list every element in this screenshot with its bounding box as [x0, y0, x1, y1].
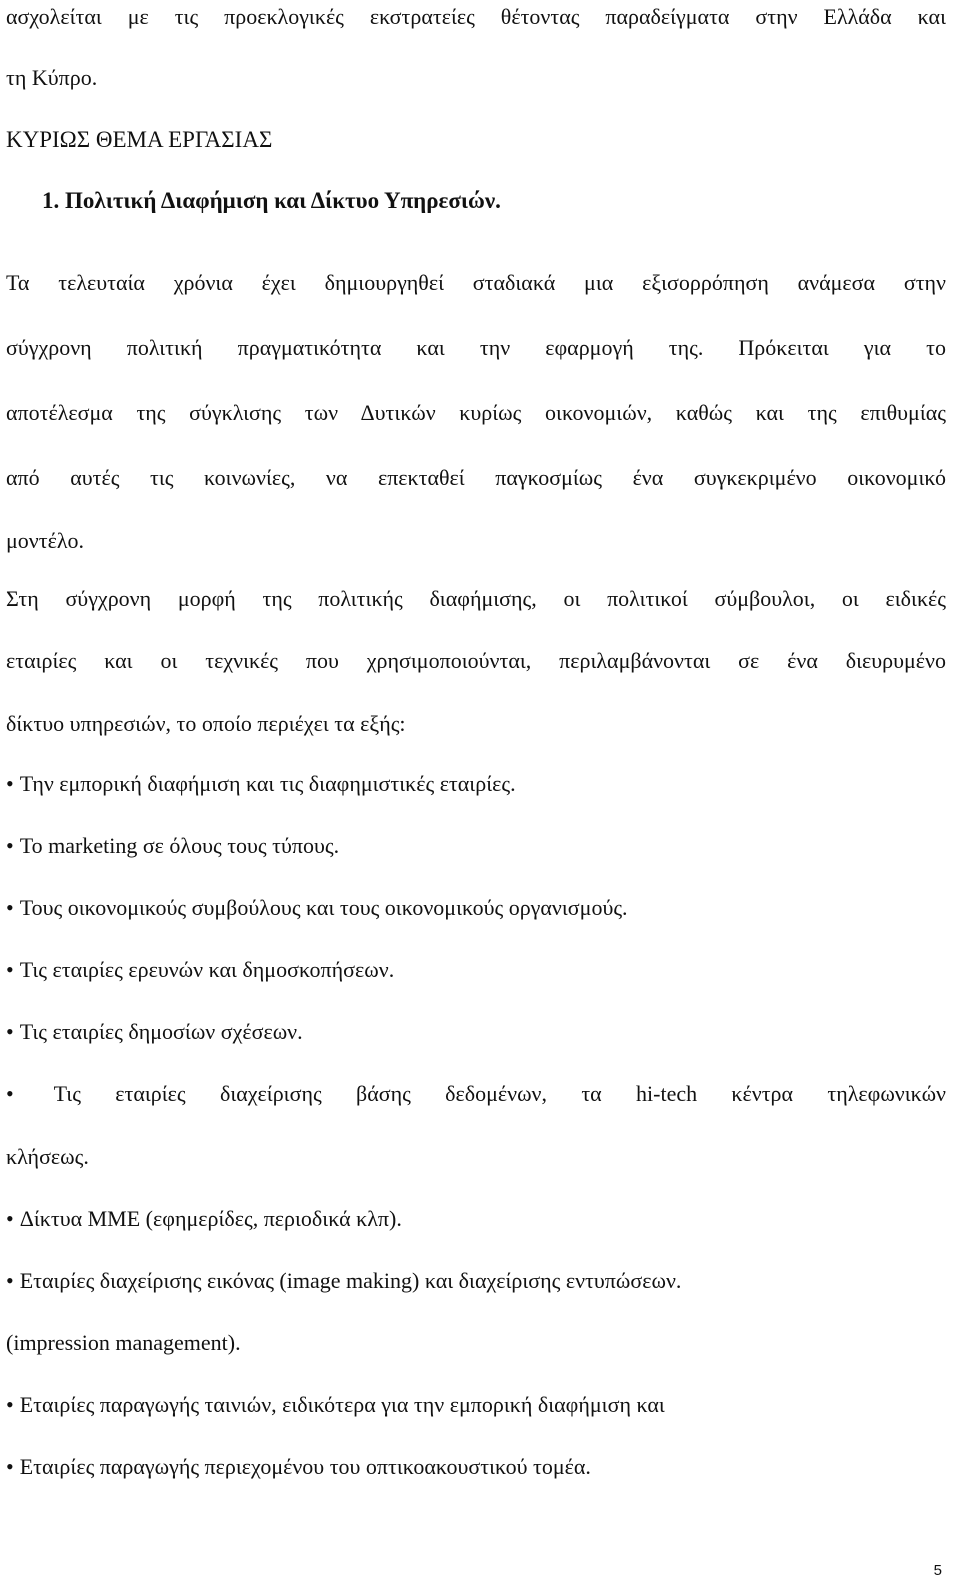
list-item	[6, 1079, 946, 1109]
paragraph-line: αποτέλεσμα της σύγκλισης των Δυτικών κυρίως οικονομιών, καθώς και της επιθυμίας	[6, 400, 946, 425]
bullet-icon: •	[6, 771, 14, 796]
list-item-text: Εταιρίες παραγωγής ταινιών, ειδικότερα για την εμπορική διαφήμιση και	[19, 1392, 665, 1417]
list-item-text: Εταιρίες παραγωγής περιεχομένου του οπτικοακουστικού τομέα.	[19, 1454, 591, 1479]
list-item-continuation: κλήσεως.	[6, 1144, 89, 1169]
paragraph-line: εταιρίες και οι τεχνικές που χρησιμοποιούνται, περιλαμβάνονται σε ένα διευρυμένο	[6, 648, 946, 673]
page-number: 5	[933, 1562, 942, 1579]
bullet-icon: •	[6, 1206, 14, 1231]
bullet-icon: •	[6, 895, 14, 920]
list-item	[6, 955, 394, 985]
list-item-text: Τους οικονομικούς συμβούλους και τους οικονομικούς οργανισμούς.	[19, 895, 628, 920]
list-item	[6, 1266, 681, 1296]
paragraph-line: δίκτυο υπηρεσιών, το οποίο περιέχει τα εξής:	[6, 711, 406, 736]
bullet-icon: •	[6, 1019, 14, 1044]
list-item-text: Την εμπορική διαφήμιση και τις διαφημιστικές εταιρίες.	[19, 771, 516, 796]
list-item	[6, 1204, 402, 1234]
list-item	[6, 831, 339, 861]
bullet-icon: •	[6, 1392, 14, 1417]
list-item-text: Δίκτυα ΜΜΕ (εφημερίδες, περιοδικά κλπ).	[19, 1206, 402, 1231]
list-item-text: Εταιρίες διαχείρισης εικόνας (image making) και διαχείρισης εντυπώσεων.	[19, 1268, 682, 1293]
list-item-continuation: (impression management).	[6, 1330, 241, 1355]
list-item-text: Το marketing σε όλους τους τύπους.	[19, 833, 340, 858]
list-item	[6, 893, 628, 923]
paragraph-line: από αυτές τις κοινωνίες, να επεκταθεί παγκοσμίως ένα συγκεκριμένο οικονομικό	[6, 465, 946, 490]
main-topic-heading: ΚΥΡΙΩΣ ΘΕΜΑ ΕΡΓΑΣΙΑΣ	[6, 127, 273, 152]
paragraph-line: σύγχρονη πολιτική πραγματικότητα και την εφαρμογή της. Πρόκειται για το	[6, 335, 946, 360]
bullet-icon: •	[6, 1081, 14, 1106]
list-item	[6, 1452, 591, 1482]
list-item-text: Τις εταιρίες δημοσίων σχέσεων.	[19, 1019, 303, 1044]
list-item-text: Τις εταιρίες διαχείρισης βάσης δεδομένων, τα hi-tech κέντρα τηλεφωνικών	[53, 1081, 946, 1106]
list-item-text: Τις εταιρίες ερευνών και δημοσκοπήσεων.	[19, 957, 395, 982]
intro-text-line: τη Κύπρο.	[6, 65, 98, 90]
paragraph-line: Τα τελευταία χρόνια έχει δημιουργηθεί σταδιακά μια εξισορρόπηση ανάμεσα στην	[6, 270, 946, 295]
list-item	[6, 1390, 665, 1420]
bullet-icon: •	[6, 957, 14, 982]
bullet-icon: •	[6, 833, 14, 858]
intro-text-line: ασχολείται με τις προεκλογικές εκστρατείες θέτοντας παραδείγματα στην Ελλάδα και	[6, 4, 946, 29]
section-heading: 1. Πολιτική Διαφήμιση και Δίκτυο Υπηρεσιών.	[42, 188, 501, 213]
list-item	[6, 1017, 303, 1047]
paragraph-line: Στη σύγχρονη μορφή της πολιτικής διαφήμισης, οι πολιτικοί σύμβουλοι, οι ειδικές	[6, 586, 946, 611]
paragraph-line: μοντέλο.	[6, 528, 84, 553]
list-item	[6, 769, 516, 799]
bullet-icon: •	[6, 1268, 14, 1293]
bullet-icon: •	[6, 1454, 14, 1479]
